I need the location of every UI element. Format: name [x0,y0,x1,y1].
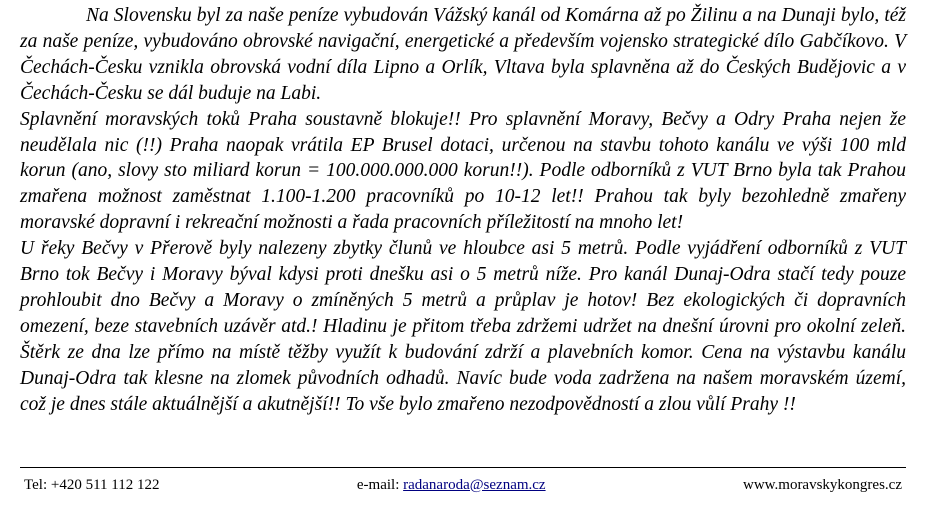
article-body [20,3,906,418]
paragraph-1: Na Slovensku byl za naše peníze vybudován Vážský kanál od Komárna až po Žilinu a na Dunaji bylo, též za naše peníze, vybudováno obrovské navigační, energetické a především vojensko strategické dílo Gabčíkovo. V Čechách-Česku vznikla obrovská vodní díla Lipno a Orlík, Vltava byla splavněna až do Českých Budějovic a v Čechách-Česku se dál buduje na Labi. [20,5,906,104]
footer-phone: Tel: +420 511 112 122 [24,476,160,493]
footer-email-label: e-mail: [356,476,404,493]
footer-email-link[interactable]: radanaroda@seznam.cz [403,476,546,493]
paragraph-3: U řeky Bečvy v Přerově byly nalezeny zbytky člunů ve hloubce asi 5 metrů. Podle vyjádření odborníků z VUT Brno tok Bečvy i Moravy býval kdysi proti dnešku asi o 5 metrů níže. Pro kanál Dunaj-Odra stačí tedy pouze prohloubit dno Bečvy a Moravy o zmíněných 5 metrů a průplav je hotov! Bez ekologických či dopravních omezení, beze stavebních uzávěr atd.! Hladinu je přitom třeba zdržemi udržet na dnešní úrovni pro okolní zeleň. Štěrk ze dna lze přímo na místě těžby využít k budování zdrží a plavebních komor. Cena na výstavbu kanálu Dunaj-Odra tak klesne na zlomek původních odhadů. Navíc bude voda zadržena na našem moravském území, což je dnes stále aktuálnější a akutnější!! To vše bylo zmařeno nezodpovědností a zlou vůlí Prahy !! [20,238,906,415]
footer-divider [20,467,906,468]
paragraph-2: Splavnění moravských toků Praha soustavně blokuje!! Pro splavnění Moravy, Bečvy a Odry Praha nejen že neudělala nic (!!) Praha naopak vrátila EP Brusel dotaci, určenou na stavbu tohoto kanálu ve výši 100 mld korun (ano, slovy sto miliard korun = 100.000.000.000 korun!!). Podle odborníků z VUT Brno byla tak Prahou zmařena možnost zaměstnat 1.100-1.200 pracovníků po 10-12 let!! Prahou tak byly bezohledně zmařeny moravské dopravní i rekreační možnosti a řada pracovních příležitostí na mnoho let! [20,108,906,234]
footer [24,474,902,496]
footer-email-block [357,477,546,494]
footer-website: www.moravskykongres.cz [743,476,902,493]
